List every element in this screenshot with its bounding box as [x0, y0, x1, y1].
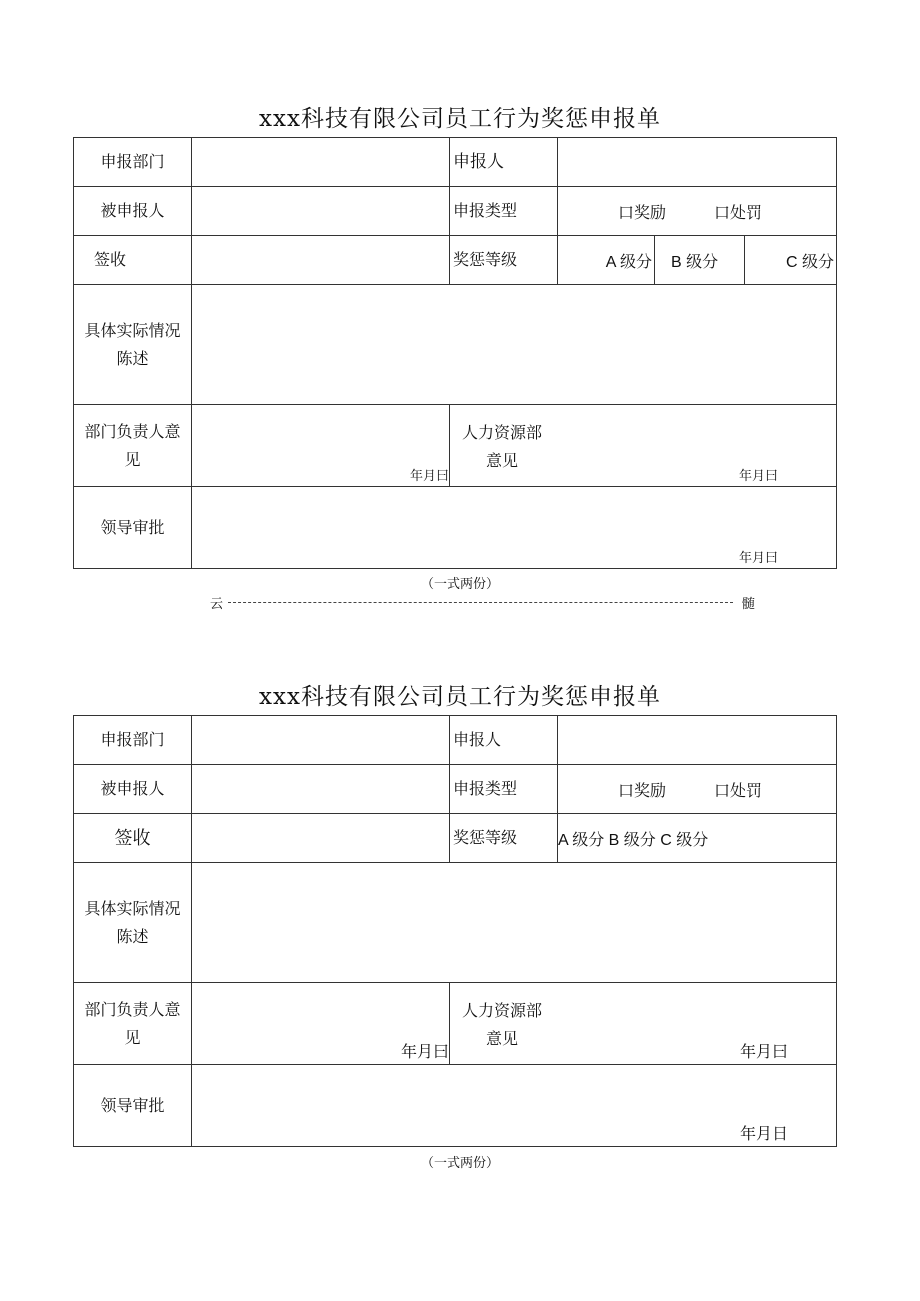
form1-copies-note: （一式两份）	[420, 577, 499, 592]
dept-head-label-line1: 部门负责人意	[84, 999, 181, 1019]
grade-b-label: B 级分	[671, 253, 719, 271]
hr-label-line2: 意见	[485, 451, 518, 470]
grade-a[interactable]	[558, 236, 655, 285]
sign-label: 签收	[74, 236, 192, 285]
hr-date: 年月曰	[739, 1042, 788, 1061]
hr-opinion-field[interactable]	[450, 983, 837, 1065]
leader-approval-field[interactable]	[192, 487, 837, 569]
grade-b[interactable]	[655, 236, 745, 285]
form1-table	[73, 137, 837, 569]
dept-field[interactable]	[192, 138, 450, 187]
dept-head-label	[74, 405, 192, 487]
dept-head-opinion-field[interactable]	[192, 405, 450, 487]
level-label: 奖惩等级	[450, 236, 558, 285]
reported-field[interactable]	[192, 187, 450, 236]
reported-field[interactable]	[192, 765, 450, 814]
hr-label-line2: 意见	[485, 1029, 518, 1048]
dept-label: 申报部门	[74, 138, 192, 187]
cut-line	[210, 593, 755, 611]
details-label-line1: 具体实际情况	[84, 320, 181, 340]
hr-label	[456, 419, 548, 475]
cut-line-right: 髄	[741, 597, 755, 612]
type-label: 申报类型	[450, 187, 558, 236]
form2-table	[73, 715, 837, 1147]
leader-approval-field[interactable]	[192, 1065, 837, 1147]
cut-line-dash	[228, 602, 733, 603]
details-field[interactable]	[192, 285, 837, 405]
type-options	[558, 187, 837, 236]
leader-date: 年月日	[739, 1124, 788, 1143]
grade-c[interactable]	[745, 236, 837, 285]
dept-head-date: 年月曰	[400, 1042, 449, 1061]
sign-field[interactable]	[192, 814, 450, 863]
details-field[interactable]	[192, 863, 837, 983]
grades-field[interactable]	[558, 814, 837, 863]
reporter-field[interactable]	[558, 716, 837, 765]
reporter-label: 申报人	[450, 138, 558, 187]
hr-label-line1: 人力资源部	[461, 1001, 542, 1020]
sign-field[interactable]	[192, 236, 450, 285]
type-options	[558, 765, 837, 814]
details-label	[74, 863, 192, 983]
reporter-label: 申报人	[450, 716, 558, 765]
grade-a-label: A 级分	[605, 253, 652, 271]
penalty-checkbox[interactable]: 口处罚	[714, 780, 763, 800]
reward-checkbox[interactable]: 口奖励	[618, 780, 667, 800]
leader-label: 领导审批	[74, 487, 192, 569]
hr-date: 年月曰	[739, 469, 779, 484]
type-label: 申报类型	[450, 765, 558, 814]
hr-label-line1: 人力资源部	[461, 423, 542, 442]
sign-label: 签收	[74, 814, 192, 863]
dept-head-label-line2: 见	[124, 449, 141, 469]
leader-label: 领导审批	[74, 1065, 192, 1147]
hr-label	[456, 997, 548, 1053]
form2-title: xxx科技有限公司员工行为奖惩申报单	[259, 684, 661, 710]
reward-checkbox[interactable]: 口奖励	[618, 202, 667, 222]
form1-title: xxx科技有限公司员工行为奖惩申报单	[259, 106, 661, 132]
reported-label: 被申报人	[74, 187, 192, 236]
hr-opinion-field[interactable]	[450, 405, 837, 487]
level-label: 奖惩等级	[450, 814, 558, 863]
form2-copies-note: （一式两份）	[420, 1156, 499, 1171]
dept-head-date: 年月曰	[409, 469, 449, 484]
dept-field[interactable]	[192, 716, 450, 765]
details-label	[74, 285, 192, 405]
grade-c-label: C 级分	[786, 253, 835, 271]
dept-head-label	[74, 983, 192, 1065]
reported-label: 被申报人	[74, 765, 192, 814]
grades-label: A 级分 B 级分 C 级分	[558, 831, 709, 849]
details-label-line2: 陈述	[116, 926, 149, 946]
details-label-line2: 陈述	[116, 348, 149, 368]
leader-date: 年月曰	[739, 551, 779, 566]
dept-label: 申报部门	[74, 716, 192, 765]
cut-line-left: 云	[210, 597, 224, 612]
penalty-checkbox[interactable]: 口处罚	[714, 202, 763, 222]
dept-head-opinion-field[interactable]	[192, 983, 450, 1065]
dept-head-label-line1: 部门负责人意	[84, 421, 181, 441]
reporter-field[interactable]	[558, 138, 837, 187]
details-label-line1: 具体实际情况	[84, 898, 181, 918]
dept-head-label-line2: 见	[124, 1027, 141, 1047]
